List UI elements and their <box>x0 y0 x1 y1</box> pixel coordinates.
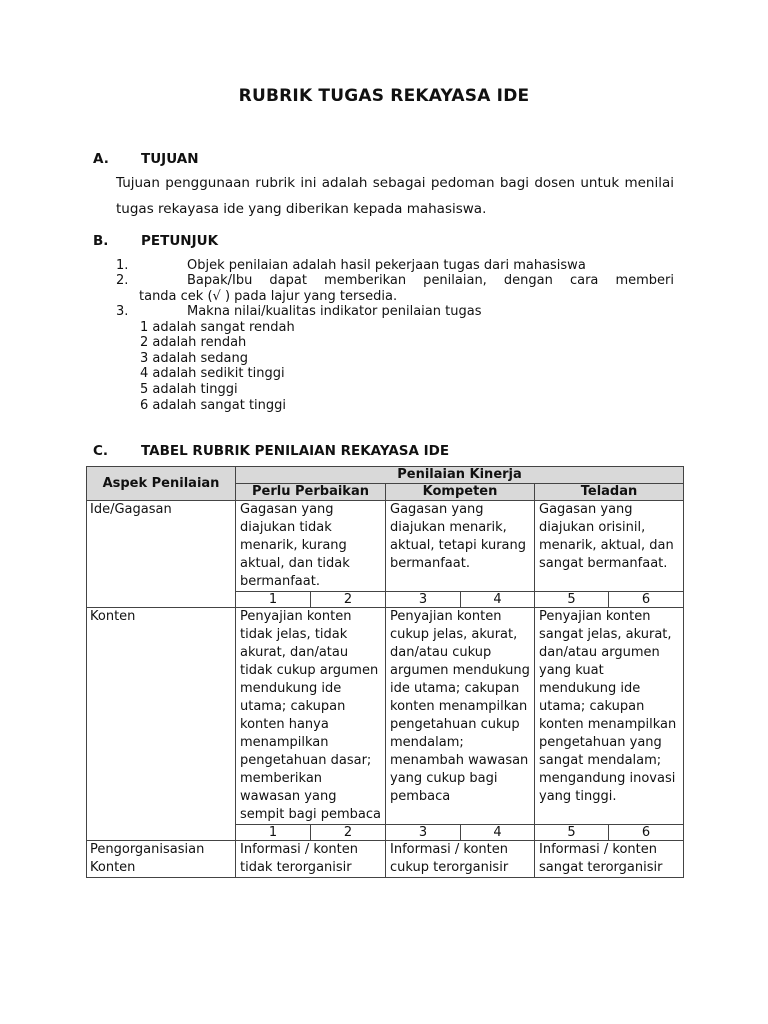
section-b-letter: B. <box>93 233 109 249</box>
list-item-3-text: Makna nilai/kualitas indikator penilaian tugas <box>187 304 482 319</box>
list-item-2-continuation: tanda cek (√ ) pada lajur yang tersedia. <box>139 289 398 304</box>
section-a-letter: A. <box>93 151 109 167</box>
header-level-kompeten: Kompeten <box>386 484 535 501</box>
section-c-letter: C. <box>93 443 109 459</box>
aspek-cell: Konten <box>87 608 236 841</box>
list-item-2-number: 2. <box>116 273 129 288</box>
scale-item: 3 adalah sedang <box>140 351 249 366</box>
list-item-3-number: 3. <box>116 304 129 319</box>
list-item-1-text: Objek penilaian adalah hasil pekerjaan tugas dari mahasiswa <box>187 258 586 273</box>
score-cell[interactable]: 2 <box>311 592 386 608</box>
score-cell[interactable]: 4 <box>461 825 535 841</box>
aspek-cell: Ide/Gagasan <box>87 501 236 608</box>
score-cell[interactable]: 1 <box>236 825 311 841</box>
page-title: RUBRIK TUGAS REKAYASA IDE <box>238 86 530 106</box>
section-c-title: TABEL RUBRIK PENILAIAN REKAYASA IDE <box>141 443 450 459</box>
criteria-cell: Informasi / konten sangat terorganisir <box>535 841 684 878</box>
score-cell[interactable]: 3 <box>386 592 461 608</box>
aspek-cell: Pengorganisasian Konten <box>87 841 236 878</box>
criteria-cell: Informasi / konten cukup terorganisir <box>386 841 535 878</box>
header-level-teladan: Teladan <box>535 484 684 501</box>
table-row <box>87 608 684 825</box>
rubric-table <box>86 466 684 878</box>
section-a-title: TUJUAN <box>141 151 199 167</box>
header-level-perlu-perbaikan: Perlu Perbaikan <box>236 484 386 501</box>
header-aspek: Aspek Penilaian <box>87 467 236 501</box>
score-cell[interactable]: 5 <box>535 825 609 841</box>
scale-item: 5 adalah tinggi <box>140 382 238 397</box>
score-cell[interactable]: 5 <box>535 592 609 608</box>
score-cell[interactable]: 6 <box>609 825 684 841</box>
score-cell[interactable]: 1 <box>236 592 311 608</box>
scale-item: 6 adalah sangat tinggi <box>140 398 287 413</box>
table-header-row <box>87 467 684 484</box>
scale-item: 2 adalah rendah <box>140 335 247 350</box>
list-item-2-text: Bapak/Ibu dapat memberikan penilaian, dengan cara memberi <box>187 273 674 288</box>
section-b-heading <box>93 233 218 249</box>
list-item-1-number: 1. <box>116 258 129 273</box>
criteria-cell: Informasi / konten tidak terorganisir <box>236 841 386 878</box>
score-cell[interactable]: 6 <box>609 592 684 608</box>
criteria-cell: Gagasan yang diajukan orisinil, menarik, aktual, dan sangat bermanfaat. <box>535 501 684 592</box>
score-cell[interactable]: 4 <box>461 592 535 608</box>
header-kinerja: Penilaian Kinerja <box>236 467 684 484</box>
criteria-cell: Penyajian konten sangat jelas, akurat, dan/atau argumen yang kuat mendukung ide utama; cakupan konten menampilkan pengetahuan yang sangat mendalam; mengandung inovasi yang tinggi. <box>535 608 684 825</box>
criteria-cell: Penyajian konten tidak jelas, tidak akurat, dan/atau tidak cukup argumen mendukung ide utama; cakupan konten hanya menampilkan pengetahuan dasar; memberikan wawasan yang sempit bagi pembaca <box>236 608 386 825</box>
criteria-cell: Penyajian konten cukup jelas, akurat, dan/atau cukup argumen mendukung ide utama; cakupan konten menampilkan pengetahuan cukup mendalam; menambah wawasan yang cukup bagi pembaca <box>386 608 535 825</box>
section-a-paragraph: Tujuan penggunaan rubrik ini adalah sebagai pedoman bagi dosen untuk menilai tugas rekayasa ide yang diberikan kepada mahasiswa. <box>116 175 674 217</box>
score-cell[interactable]: 2 <box>311 825 386 841</box>
table-row <box>87 841 684 878</box>
section-c-heading <box>93 443 449 459</box>
criteria-cell: Gagasan yang diajukan tidak menarik, kurang aktual, dan tidak bermanfaat. <box>236 501 386 592</box>
score-cell[interactable]: 3 <box>386 825 461 841</box>
criteria-cell: Gagasan yang diajukan menarik, aktual, tetapi kurang bermanfaat. <box>386 501 535 592</box>
section-b-title: PETUNJUK <box>141 233 219 249</box>
scale-item: 1 adalah sangat rendah <box>140 320 295 335</box>
scale-item: 4 adalah sedikit tinggi <box>140 366 285 381</box>
section-a-heading <box>93 151 199 167</box>
table-row <box>87 501 684 592</box>
